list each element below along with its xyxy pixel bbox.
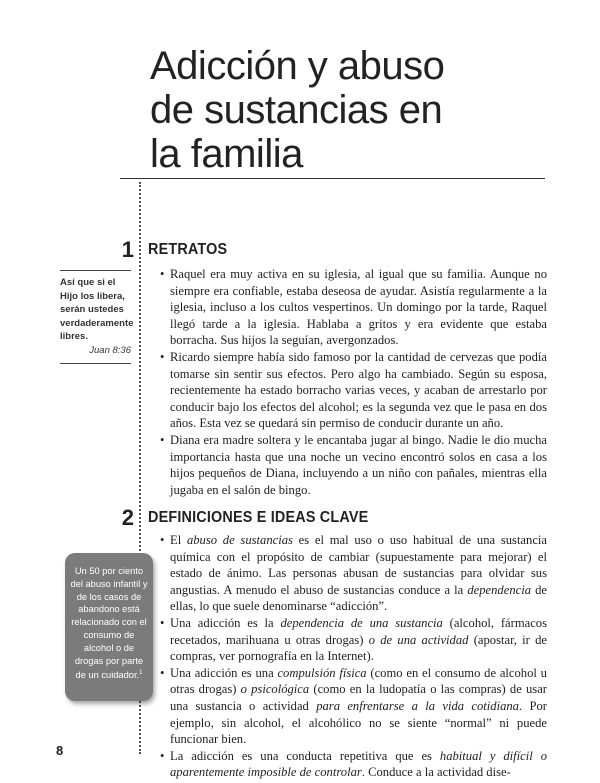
bullet-icon: • [160,349,165,364]
section-2-list [160,532,547,781]
footnote-marker: 1 [139,670,143,677]
quote-text: Así que si el Hijo los libera, serán ustedes verdaderamente libres. [60,277,134,342]
list-item: • La adicción es una conducta repetitiva que es habitual y difícil o aparentemente imposible de controlar. Conduce a la actividad dise- [160,748,548,780]
bullet-icon: • [160,533,165,547]
bullet-icon: • [160,665,165,680]
title-rule [120,178,545,179]
bullet-icon: • [160,432,165,447]
bullet-icon: • [160,615,165,630]
list-item: • El abuso de sustancias es el mal uso o uso habitual de una sustancia química con el propósito de cambiar (supuestamente para mejorar) el estado de ánimo. Las personas abusan de sustancias para olvidar sus angustias. A menudo el abuso de sustancias conduce a la dependencia de ellas, lo que suele denominarse “adicción”. [160,533,548,614]
section-number: 1 [121,237,134,262]
section-1-list [160,266,547,498]
list-item: • Una adicción es una compulsión física (como en el consumo de alcohol u otras drogas) o psicológica (como en la ludopatía o las compras) de usar una sustancia o actividad para enfrentarse a la vida cotidiana. Por ejemplo, sin alcohol, el alcohólico no se siente “normal” ni puede funcionar bien. [160,665,547,747]
bullet-icon: • [160,748,165,763]
chapter-title-line: Adicción y abuso [150,44,445,88]
callout-text: Un 50 por ciento del abuso infantil y de los casos de abandono está relacionado con el consumo de alcohol o de drogas por parte de un cuidador. [70,566,148,681]
chapter-title [150,44,550,176]
chapter-title-line: de sustancias en [150,88,443,132]
chapter-title-line: la familia [150,132,303,176]
section-number: 2 [121,505,134,530]
list-item: • Raquel era muy activa en su iglesia, al igual que su familia. Aunque no siempre era confiable, estaba deseosa de ayudar. Asistía regularmente a la iglesia, incluso a los cultos vespertinos. Un domingo por la tarde, Raquel llegó tarde a la iglesia. Hablaba a gritos y era evidente que estaba borracha. Sus hijos la seguían, avergonzados. [160,267,547,348]
list-item: • Diana era madre soltera y le encantaba jugar al bingo. Nadie le dio mucha importancia hasta que una noche un vecino encontró solos en casa a los hijos pequeños de Diana, incluyendo a un niño con pañales, mientras ella jugaba en el salón de bingo. [160,432,547,497]
list-item: • Una adicción es la dependencia de una sustancia (alcohol, fármacos recetados, marihuana u otras drogas) o de una actividad (apostar, ir de compras, ver pornografía en la Internet). [160,615,548,664]
section-heading: RETRATOS [148,241,228,258]
page-number: 8 [56,743,64,758]
quote-reference: Juan 8:36 [89,344,131,356]
bullet-icon: • [160,267,165,281]
scripture-quote [60,270,134,364]
statistic-callout [65,553,153,701]
list-item: • Ricardo siempre había sido famoso por la cantidad de cervezas que podía tomarse sin sentir sus efectos. Pero algo ha cambiado. Según su esposa, recientemente ha estado borracho varias veces, y acaban de arrestarlo por conducir bajo los efectos del alcohol; es la segunda vez que le pasa en dos años. Esta vez se quedará sin permiso de conducir durante un año. [160,349,547,431]
section-heading: DEFINICIONES E IDEAS CLAVE [148,509,369,526]
